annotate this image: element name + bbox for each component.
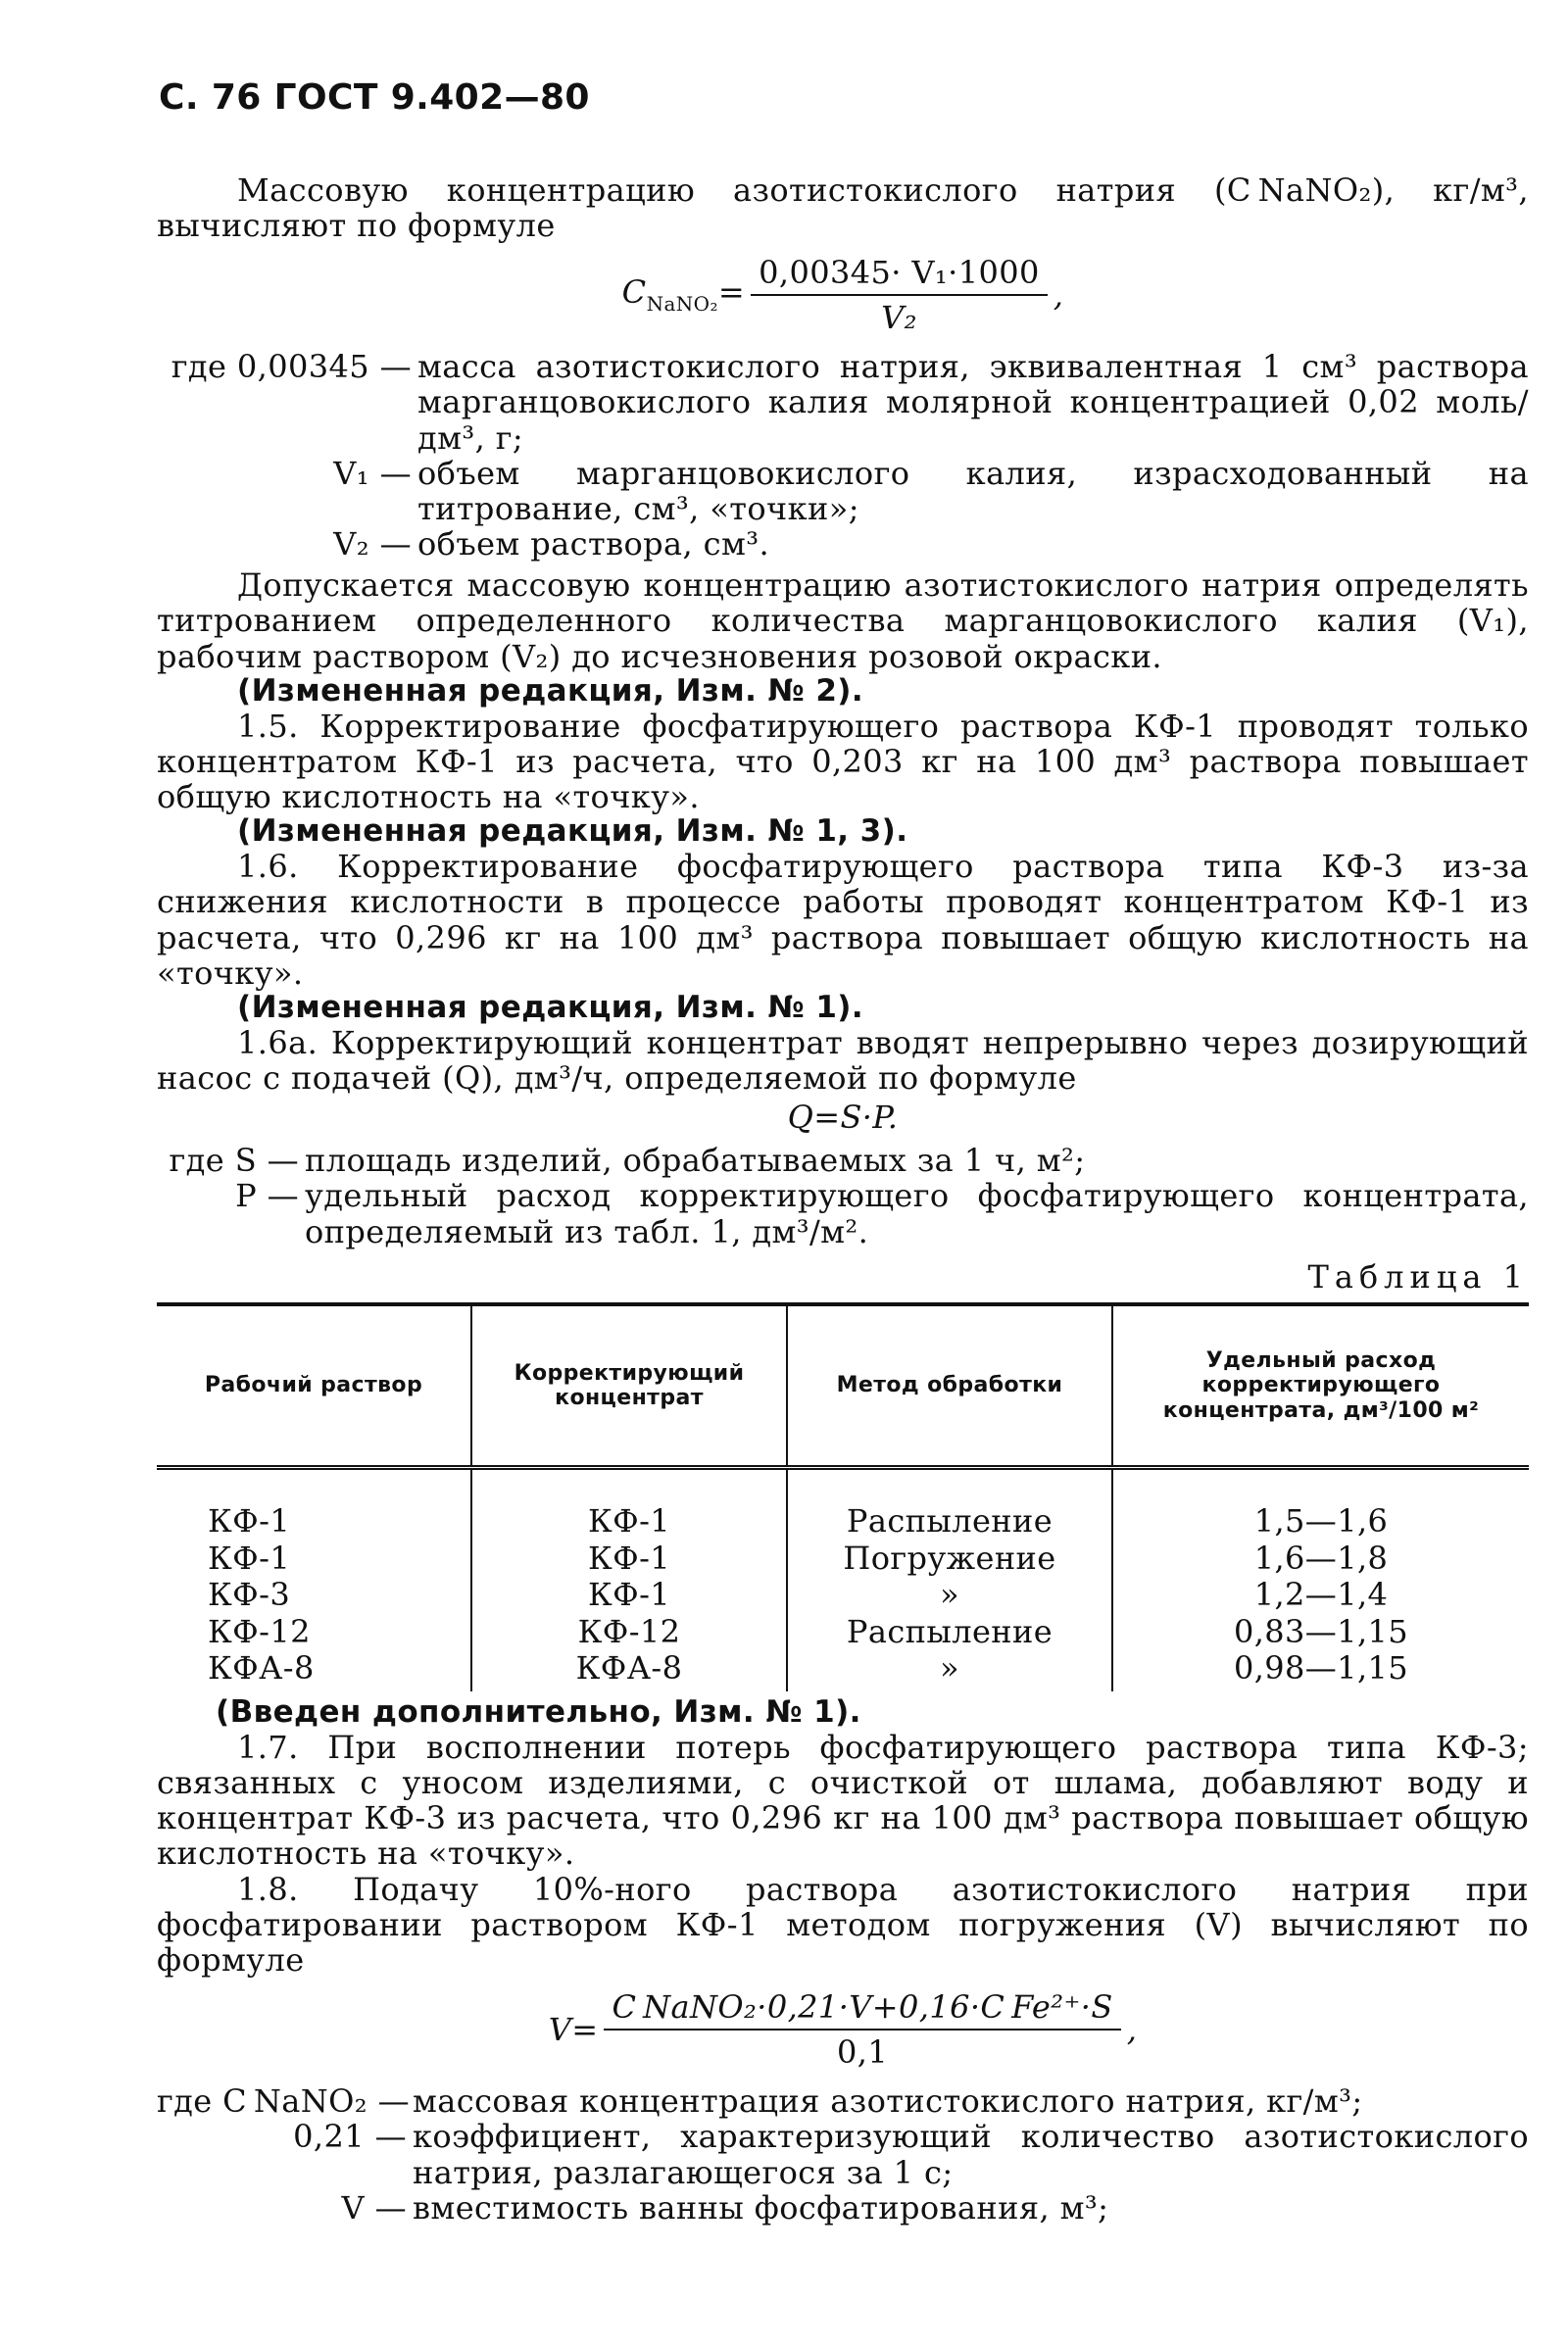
definitions-formula-3: [157, 2083, 1529, 2226]
consumption-table: [157, 1302, 1529, 1691]
table-row: КФ-12 КФ-12 Распыление 0,83—1,15: [157, 1614, 1529, 1651]
amendment-note: (Измененная редакция, Изм. № 1, 3).: [237, 813, 908, 850]
paragraph-1-6: 1.6. Корректирование фосфатирующего раствора типа КФ-3 из-за снижения кислотности в процессе работы проводят концентратом КФ-1 из расчета, что 0,296 кг на 100 дм³ раствора повышает общую кислотность на «точку».: [157, 848, 1529, 992]
header-working-solution: Рабочий раствор: [157, 1304, 471, 1468]
definition-row: P — удельный расход корректирующего фосфатирующего концентрата, определяемый из табл. 1, дм³/м².: [235, 1177, 1529, 1250]
table-caption: Таблица 1: [1307, 1257, 1529, 1296]
definition-row: где C NaNO₂ — массовая концентрация азотистокислого натрия, кг/м³;: [157, 2082, 1363, 2121]
formula-feed-rate: Q=S·P.: [787, 1099, 899, 1137]
paragraph-1-6a: 1.6а. Корректирующий концентрат вводят непрерывно через дозирующий насос с подачей (Q), дм³/ч, определяемой по формуле: [157, 1023, 1529, 1097]
definition-row: где 0,00345 — масса азотистокислого натрия, эквивалентная 1 см³ раствора марганцовокислого калия молярной концентрацией 0,02 моль/дм³, г;: [171, 348, 1529, 457]
header-treatment-method: Метод обработки: [787, 1304, 1112, 1468]
header-specific-consumption: Удельный расход корректирующего концентрата, дм³/100 м²: [1112, 1304, 1529, 1468]
formula-numerator: C NaNO₂·0,21·V+0,16·C Fe²⁺·S: [604, 1989, 1120, 2031]
formula-fraction: [751, 255, 1048, 335]
formula-nitrite-feed: V= $\frac{\text{C NaNO₂·0,21·V+0,16·C Fe²⁺·S}}{0,1}$ ,: [548, 1988, 1138, 2072]
amendment-note: (Измененная редакция, Изм. № 2).: [237, 672, 864, 709]
paragraph-nitrite-intro: Массовую концентрацию азотистокислого натрия (C NaNO₂), кг/м³, вычисляют по формуле: [157, 171, 1529, 244]
definition-row: V₁ — объем марганцовокислого калия, израсходованный на титрование, см³, «точки»;: [333, 454, 1529, 527]
table-row: КФА-8 КФА-8 » 0,98—1,15: [157, 1650, 1529, 1691]
amendment-note: (Введен дополнительно, Изм. № 1).: [216, 1693, 861, 1730]
definitions-formula-1: [157, 349, 1529, 562]
formula-denominator: 0,1: [837, 2033, 889, 2072]
page-header: С. 76 ГОСТ 9.402—80: [159, 77, 590, 118]
formula-lhs: $C_{NaNO_2}=$: [621, 273, 746, 317]
header-correcting-concentrate: Корректирующий концентрат: [471, 1304, 787, 1468]
table-row: КФ-1 КФ-1 Погружение 1,6—1,8: [157, 1541, 1529, 1578]
definition-row: V₂ — объем раствора, см³.: [333, 525, 770, 563]
table-header-row: [157, 1304, 1529, 1468]
definition-row: 0,21 — коэффициент, характеризующий количество азотистокислого натрия, разлагающегося за 1 с;: [293, 2118, 1529, 2191]
formula-denominator: V₂: [881, 299, 917, 337]
definitions-formula-2: [157, 1143, 1529, 1248]
paragraph-1-5: 1.5. Корректирование фосфатирующего раствора КФ-1 проводят только концентратом КФ-1 из расчета, что 0,203 кг на 100 дм³ раствора повышает общую кислотность на «точку».: [157, 707, 1529, 816]
document-page: [157, 78, 1529, 2231]
paragraph-1-8: 1.8. Подачу 10%-ного раствора азотистокислого натрия при фосфатировании раствором КФ-1 методом погружения (V) вычисляют по формуле: [157, 1870, 1529, 1979]
definition-row: V — вместимость ванны фосфатирования, м³;: [341, 2188, 1109, 2227]
formula-numerator: 0,00345· V₁·1000: [751, 255, 1048, 296]
table-row: КФ-1 КФ-1 Распыление 1,5—1,6: [157, 1467, 1529, 1540]
formula-fraction: [604, 1989, 1120, 2070]
amendment-note: (Измененная редакция, Изм. № 1).: [237, 989, 864, 1025]
formula-nitrite-concentration: $C_{NaNO_2}=$ $\frac{\text{0,00345· V₁·1000}}{\text{V₂}}$ ,: [621, 253, 1064, 337]
paragraph-1-7: 1.7. При восполнении потерь фосфатирующего раствора типа КФ-3; связанных с уносом изделиями, с очисткой от шлама, добавляют воду и концентрат КФ-3 из расчета, что 0,296 кг на 100 дм³ раствора повышает общую кислотность на «точку».: [157, 1728, 1529, 1873]
definition-row: где S — площадь изделий, обрабатываемых за 1 ч, м²;: [169, 1142, 1086, 1180]
table-row: КФ-3 КФ-1 » 1,2—1,4: [157, 1577, 1529, 1614]
paragraph-titration-note: Допускается массовую концентрацию азотистокислого натрия определять титрованием определенного количества марганцовокислого калия (V₁), рабочим раствором (V₂) до исчезновения розовой окраски.: [157, 566, 1529, 675]
